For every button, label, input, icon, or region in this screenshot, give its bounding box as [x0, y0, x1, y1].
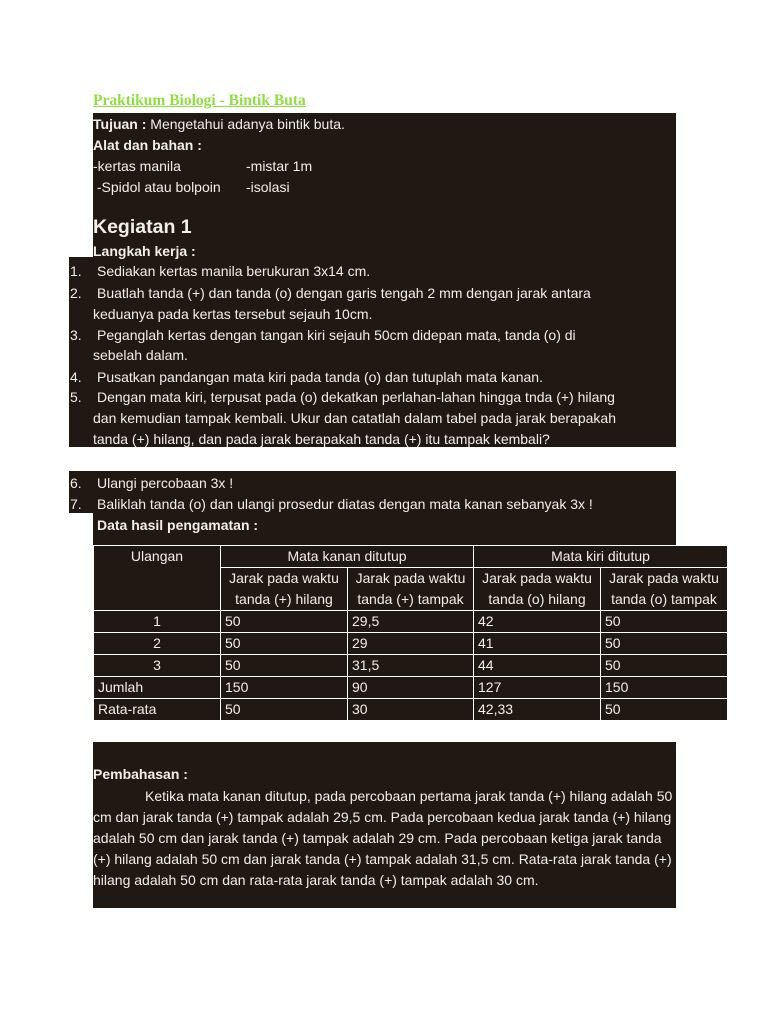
alat-item: -Spidol atau bolpoin [93, 179, 221, 195]
step-number: 5. [70, 389, 82, 405]
table-cell: 150 [221, 677, 348, 699]
table-cell: 29,5 [348, 611, 474, 633]
table-cell: 50 [221, 633, 348, 655]
kegiatan-heading: Kegiatan 1 [93, 216, 192, 238]
header-mata-kanan: Mata kanan ditutup [221, 546, 474, 568]
table-row [94, 677, 728, 699]
header-mata-kiri: Mata kiri ditutup [474, 546, 728, 568]
data-label: Data hasil pengamatan : [97, 517, 259, 533]
document-title: Praktikum Biologi - Bintik Buta [93, 92, 306, 109]
subheader-cell: Jarak pada waktu tanda (o) tampak [601, 568, 728, 611]
table-cell: Rata-rata [94, 699, 221, 721]
table-row [94, 655, 728, 677]
subheader-cell: Jarak pada waktu tanda (o) hilang [474, 568, 601, 611]
step-text: keduanya pada kertas tersebut sejauh 10cm. [93, 306, 373, 322]
table-cell: 44 [474, 655, 601, 677]
table-cell: 29 [348, 633, 474, 655]
step-text: dan kemudian tampak kembali. Ukur dan catatlah dalam tabel pada jarak berapakah [93, 410, 616, 426]
table-cell: 30 [348, 699, 474, 721]
tujuan-line [93, 114, 345, 135]
tujuan-text: Mengetahui adanya bintik buta. [146, 116, 345, 132]
subheader-cell: Jarak pada waktu tanda (+) hilang [221, 568, 348, 611]
step-text: Peganglah kertas dengan tangan kiri sejauh 50cm didepan mata, tanda (o) di [97, 327, 576, 343]
table-cell: 50 [601, 633, 728, 655]
step-text: Pusatkan pandangan mata kiri pada tanda (o) dan tutuplah mata kanan. [97, 369, 543, 385]
table-header-row [94, 546, 728, 568]
pembahasan-label: Pembahasan : [93, 766, 188, 782]
pembahasan-text: Ketika mata kanan ditutup, pada percobaan pertama jarak tanda (+) hilang adalah 50 cm dan jarak tanda (+) tampak adalah 29,5 cm. Pada percobaan kedua jarak tanda (+) hilang adalah 50 cm dan jarak tanda (+) tampak adalah 29 cm. Pada percobaan ketiga jarak tanda (+) hilang adalah 50 cm dan jarak tanda (+) tampak adalah 31,5 cm. Rata-rata jarak tanda (+) hilang adalah 50 cm dan rata-rata jarak tanda (+) tampak adalah 30 cm. [93, 788, 673, 888]
table-row [94, 699, 728, 721]
subheader-cell: Jarak pada waktu tanda (+) tampak [348, 568, 474, 611]
table-cell: Jumlah [94, 677, 221, 699]
alat-item: -mistar 1m [246, 158, 313, 174]
step-text: Baliklah tanda (o) dan ulangi prosedur diatas dengan mata kanan sebanyak 3x ! [97, 496, 593, 512]
tujuan-label: Tujuan : [93, 116, 147, 132]
table-cell: 41 [474, 633, 601, 655]
alat-label: Alat dan bahan : [93, 137, 202, 153]
table-cell: 50 [221, 699, 348, 721]
step-number: 1. [70, 263, 82, 279]
table-cell: 42,33 [474, 699, 601, 721]
step-text: tanda (+) hilang, dan pada jarak berapakah tanda (+) itu tampak kembali? [93, 431, 550, 447]
langkah-label: Langkah kerja : [93, 243, 196, 259]
table-cell: 31,5 [348, 655, 474, 677]
table-cell: 50 [221, 655, 348, 677]
header-ulangan: Ulangan [94, 546, 221, 611]
table-cell: 90 [348, 677, 474, 699]
table-cell: 50 [601, 699, 728, 721]
step-text: Buatlah tanda (+) dan tanda (o) dengan garis tengah 2 mm dengan jarak antara [97, 285, 591, 301]
table-cell: 50 [601, 611, 728, 633]
table-row [94, 611, 728, 633]
step-text: Dengan mata kiri, terpusat pada (o) dekatkan perlahan-lahan hingga tnda (+) hilang [97, 389, 615, 405]
step-number: 3. [70, 327, 82, 343]
alat-item: -kertas manila [93, 158, 181, 174]
table-cell: 3 [94, 655, 221, 677]
step-number: 7. [70, 496, 82, 512]
table-row [94, 633, 728, 655]
step-number: 4. [70, 369, 82, 385]
step-text: Sediakan kertas manila berukuran 3x14 cm. [97, 263, 371, 279]
step-text: sebelah dalam. [93, 347, 188, 363]
step-number: 6. [70, 475, 82, 491]
step-number: 2. [70, 285, 82, 301]
table-cell: 150 [601, 677, 728, 699]
table-cell: 2 [94, 633, 221, 655]
table-cell: 127 [474, 677, 601, 699]
observation-table [93, 545, 728, 721]
table-cell: 42 [474, 611, 601, 633]
table-cell: 50 [221, 611, 348, 633]
alat-item: -isolasi [246, 179, 290, 195]
table-cell: 50 [601, 655, 728, 677]
table-cell: 1 [94, 611, 221, 633]
step-text: Ulangi percobaan 3x ! [97, 475, 234, 491]
